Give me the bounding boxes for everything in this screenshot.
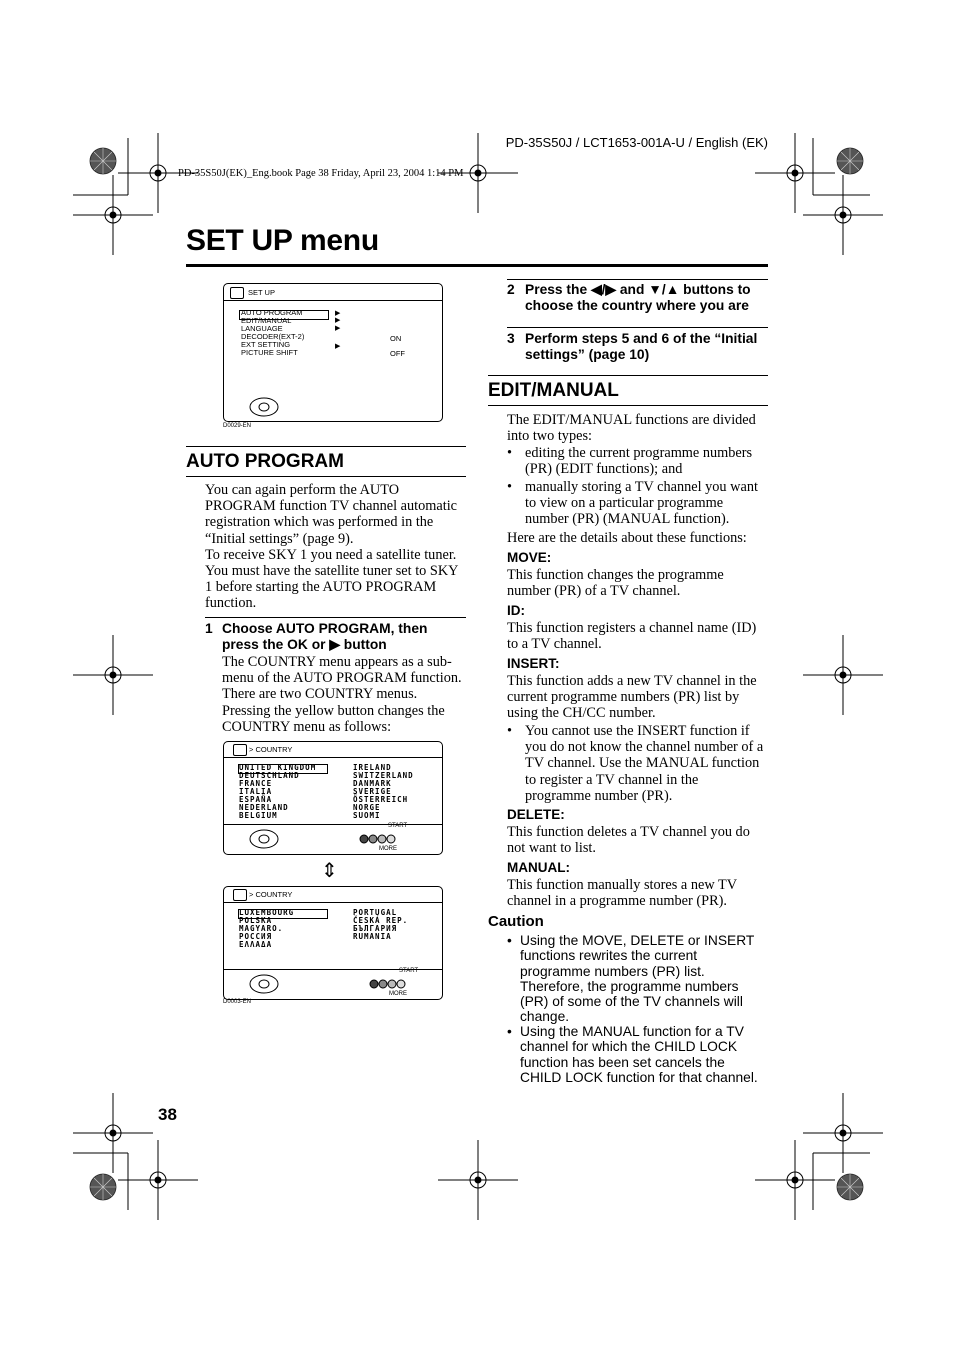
step3-instruction: Perform steps 5 and 6 of the “Initial settings” (page 10) (525, 331, 758, 363)
country-item: BELGIUM (239, 811, 278, 820)
country-item: ΕΛΛΑΔΑ (239, 940, 273, 949)
manual-text: This function manually stores a new TV channel in a programme number (PR). (507, 877, 737, 910)
country-item: MAGYARO. (239, 924, 284, 933)
list-item (507, 479, 765, 528)
bullet-icon: • (507, 1024, 512, 1039)
country-item: SVERIGE (353, 787, 392, 796)
move-text: This function changes the programme number (PR) of a TV channel. (507, 567, 724, 600)
country-item: DEUTSCHLAND (239, 771, 300, 780)
section-rule (186, 446, 466, 447)
step-rule (507, 279, 768, 280)
edit-manual-intro: The EDIT/MANUAL functions are divided into two types: (507, 412, 756, 445)
screen-title: > COUNTRY (249, 745, 293, 754)
country-screen-1 (223, 741, 443, 855)
country-item: SWITZERLAND (353, 771, 414, 780)
country-item: SUOMI (353, 811, 381, 820)
more-label: MORE (389, 991, 407, 997)
step-number: 1 (205, 621, 213, 636)
country-item: NEDERLAND (239, 803, 289, 812)
caution-item (507, 933, 769, 1025)
insert-heading: INSERT: (507, 656, 560, 671)
step2-instruction: Press the ◀/▶ and ▼/▲ buttons to choose the country where you are (525, 282, 751, 314)
id-heading: ID: (507, 603, 525, 618)
menu-value: OFF (390, 349, 405, 358)
country-item: UNITED KINGDOM (239, 763, 317, 772)
bullet-icon: • (507, 723, 513, 739)
section-rule (186, 476, 466, 477)
start-label: START (388, 823, 408, 829)
arrow-right-icon: ▶ (335, 310, 341, 317)
section-rule (488, 405, 768, 406)
step-number: 2 (507, 282, 515, 297)
arrow-right-icon: ▶ (335, 325, 341, 332)
country-item: РОССИЯ (239, 932, 273, 941)
page-title: SET UP menu (186, 224, 379, 257)
section-rule (488, 375, 768, 376)
caution-item (507, 1024, 769, 1085)
menu-item: LANGUAGE (241, 324, 283, 333)
menu-item: AUTO PROGRAM (241, 308, 303, 317)
bullet-text: editing the current programme numbers (PR) (EDIT functions); and (525, 445, 753, 478)
color-buttons-icon (358, 833, 398, 845)
edit-manual-heading: EDIT/MANUAL (488, 380, 619, 401)
country-item: IRELAND (353, 763, 392, 772)
arrow-right-icon: ▶ (335, 317, 341, 324)
id-text: This function registers a channel name (ID) to a TV channel. (507, 620, 757, 653)
country-item: DANMARK (353, 779, 392, 788)
country-item: ITALIA (239, 787, 273, 796)
country-item: ÖSTERREICH (353, 795, 409, 804)
step-number: 3 (507, 331, 515, 346)
page-number: 38 (158, 1105, 177, 1124)
country-item: FRANCE (239, 779, 273, 788)
bullet-icon: • (507, 445, 513, 461)
bullet-icon: • (507, 933, 512, 948)
details-intro: Here are the details about these functions: (507, 530, 747, 546)
file-info-line: PD-35S50J(EK)_Eng.book Page 38 Friday, April 23, 2004 1:14 PM (178, 168, 464, 179)
country-item: POLSKA (239, 916, 273, 925)
setup-screen (223, 283, 443, 422)
start-label: START (399, 968, 419, 974)
caution-text: Using the MANUAL function for a TV channel for which the CHILD LOCK function has been set cancels the CHILD LOCK function for that channel. (520, 1024, 758, 1085)
auto-program-heading: AUTO PROGRAM (186, 451, 344, 472)
remote-dpad-icon (248, 973, 280, 995)
country-item: ESPAÑA (239, 795, 273, 804)
screen-title: SET UP (248, 288, 275, 297)
menu-item: EDIT/MANUAL (241, 316, 292, 325)
screen-divider (224, 300, 442, 301)
country-item: БЪЛГАРИЯ (353, 924, 398, 933)
delete-heading: DELETE: (507, 807, 565, 822)
delete-text: This function deletes a TV channel you do not want to list. (507, 824, 750, 857)
move-heading: MOVE: (507, 550, 552, 565)
country-item: PORTUGAL (353, 908, 398, 917)
arrow-right-icon: ▶ (335, 343, 341, 350)
remote-dpad-icon (248, 396, 280, 418)
tv-icon (230, 287, 244, 299)
screen-divider (224, 757, 442, 758)
country-item: RUMANIA (353, 932, 392, 941)
title-rule (186, 264, 768, 267)
bullet-text: You cannot use the INSERT function if you do not know the channel number of a TV channel. Use the MANUAL function to register a TV channel in the programme number (PR). (525, 723, 764, 804)
figure-code: D0003-EN (223, 999, 252, 1005)
country-screen-2 (223, 886, 443, 1000)
remote-dpad-icon (248, 828, 280, 850)
bullet-icon: • (507, 479, 513, 495)
screen-divider (224, 902, 442, 903)
more-label: MORE (379, 846, 397, 852)
country-item: NORGE (353, 803, 381, 812)
tv-icon (233, 889, 247, 901)
caution-heading: Caution (488, 913, 544, 930)
country-item: ČESKÁ REP. (353, 916, 409, 925)
menu-item: DECODER(EXT-2) (241, 332, 305, 341)
tv-icon (233, 744, 247, 756)
menu-value: ON (390, 334, 402, 343)
menu-item: EXT SETTING (241, 340, 291, 349)
screen-title: > COUNTRY (249, 890, 293, 899)
manual-heading: MANUAL: (507, 860, 570, 875)
country-item: LUXEMBOURG (239, 908, 295, 917)
step-rule (205, 617, 466, 618)
model-code: PD-35S50J / LCT1653-001A-U / English (EK) (505, 135, 768, 150)
toggle-arrow-icon: ⇕ (321, 860, 338, 882)
step1-description: The COUNTRY menu appears as a sub-menu of the AUTO PROGRAM function. There are two COUNTRY menus. Pressing the yellow button changes the COUNTRY menu as follows: (222, 654, 462, 735)
bullet-text: manually storing a TV channel you want to view on a particular programme number (PR) (MANUAL function). (525, 479, 758, 528)
menu-item: PICTURE SHIFT (241, 348, 298, 357)
figure-code: D0029-EN (223, 423, 252, 429)
screen-divider (224, 824, 442, 825)
step1-instruction: Choose AUTO PROGRAM, then press the OK or ▶ button (222, 621, 428, 653)
list-item (507, 723, 767, 804)
auto-program-paragraph: You can again perform the AUTO PROGRAM function TV channel automatic registration which was performed in the “Initial settings” (page 9). To receive SKY 1 you need a satellite tuner. You must have the satellite tuner set to SKY 1 before starting the AUTO PROGRAM function. (205, 482, 458, 612)
caution-text: Using the MOVE, DELETE or INSERT functions rewrites the current programme numbers (PR) list. Therefore, the programme numbers (PR) of some of the TV channels will change. (520, 933, 755, 1025)
list-item (507, 445, 765, 477)
color-buttons-icon (368, 978, 408, 990)
step-rule (507, 327, 768, 328)
insert-text: This function adds a new TV channel in the current programme numbers (PR) list by using the CH/CC number. (507, 673, 757, 722)
